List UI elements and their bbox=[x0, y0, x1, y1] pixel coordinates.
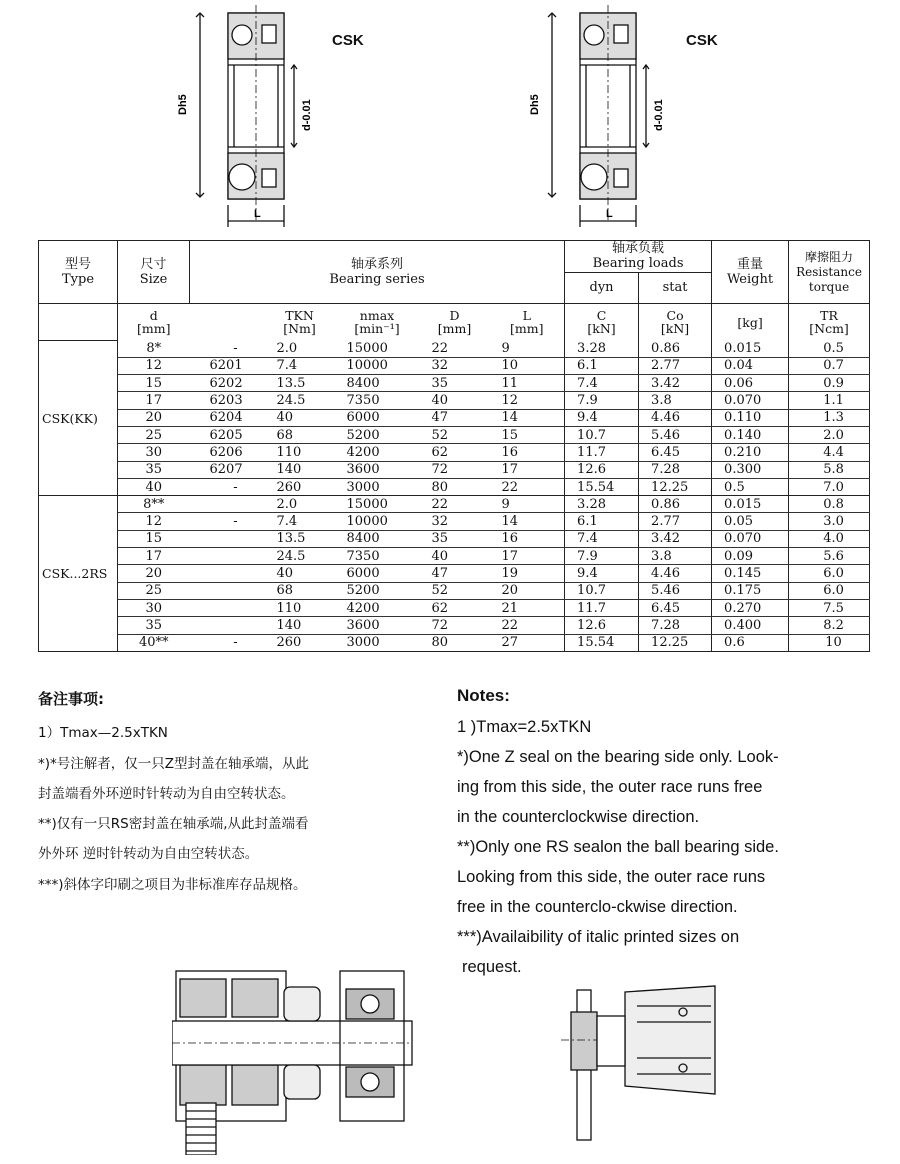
table-cell: 24.5 bbox=[265, 548, 335, 565]
table-cell: 10.7 bbox=[565, 426, 639, 443]
table-cell: 140 bbox=[265, 461, 335, 478]
table-cell: 12.25 bbox=[639, 634, 712, 651]
table-row bbox=[39, 461, 870, 478]
table-cell: 0.9 bbox=[789, 375, 870, 392]
table-cell: 7.5 bbox=[789, 599, 870, 616]
table-row bbox=[39, 582, 870, 599]
table-cell: 22 bbox=[420, 341, 490, 358]
table-cell: 72 bbox=[420, 461, 490, 478]
weight-cn: 重量 bbox=[737, 257, 764, 272]
table-cell: 7.9 bbox=[565, 548, 639, 565]
notes-en-line5: **)Only one RS sealon the ball bearing side. bbox=[457, 838, 779, 856]
dyn-header: dyn bbox=[565, 272, 639, 304]
table-cell: 6.45 bbox=[639, 444, 712, 461]
unit-Co: Co bbox=[666, 308, 684, 324]
table-cell: 140 bbox=[265, 617, 335, 634]
table-cell: 9 bbox=[490, 496, 565, 513]
table-cell: 0.5 bbox=[712, 478, 789, 495]
table-cell: 0.86 bbox=[639, 496, 712, 513]
table-cell bbox=[190, 548, 265, 565]
unit-D: D bbox=[449, 308, 460, 324]
dim-L-label-right: L bbox=[606, 208, 613, 220]
table-cell: 0.270 bbox=[712, 599, 789, 616]
table-cell: 5.8 bbox=[789, 461, 870, 478]
table-cell: 47 bbox=[420, 565, 490, 582]
table-cell: 15.54 bbox=[565, 478, 639, 495]
table-cell: 0.86 bbox=[639, 341, 712, 358]
table-cell: 17 bbox=[118, 392, 190, 409]
table-cell: 15 bbox=[118, 530, 190, 547]
loads-en: Bearing loads bbox=[592, 256, 684, 272]
table-cell: 16 bbox=[490, 444, 565, 461]
table-cell: 6.45 bbox=[639, 599, 712, 616]
flange-drawing-right bbox=[555, 982, 725, 1157]
table-cell: 20 bbox=[118, 565, 190, 582]
table-cell: 4200 bbox=[335, 599, 420, 616]
group2-rows bbox=[39, 496, 870, 652]
table-cell: 20 bbox=[118, 409, 190, 426]
notes-cn-line6: ***)斜体字印刷之项目为非标准库存品规格。 bbox=[38, 877, 307, 893]
table-cell: 3.42 bbox=[639, 530, 712, 547]
unit-weight-kg: [kg] bbox=[737, 314, 763, 330]
table-cell: 11.7 bbox=[565, 599, 639, 616]
table-cell: 72 bbox=[420, 617, 490, 634]
table-cell: 10 bbox=[789, 634, 870, 651]
notes-en-line1: 1 )Tmax=2.5xTKN bbox=[457, 718, 592, 736]
table-cell: 0.400 bbox=[712, 617, 789, 634]
table-cell: - bbox=[190, 634, 265, 651]
table-cell: 9.4 bbox=[565, 409, 639, 426]
table-cell: 0.8 bbox=[789, 496, 870, 513]
table-cell: 0.210 bbox=[712, 444, 789, 461]
notes-en-line8: ***)Availaibility of italic printed sizes on bbox=[457, 928, 740, 946]
table-cell: 40 bbox=[265, 565, 335, 582]
notes-en-line6: Looking from this side, the outer race runs bbox=[457, 868, 766, 886]
table-cell: 3.0 bbox=[789, 513, 870, 530]
notes-en-line9: request. bbox=[462, 958, 522, 976]
notes-en-line4: in the counterclockwise direction. bbox=[457, 808, 700, 826]
dim-D-label: Dh5 bbox=[177, 94, 189, 115]
table-cell: 2.77 bbox=[639, 513, 712, 530]
table-cell: 80 bbox=[420, 634, 490, 651]
table-cell bbox=[190, 617, 265, 634]
table-cell: 12.6 bbox=[565, 617, 639, 634]
table-cell: 5200 bbox=[335, 582, 420, 599]
table-cell: 0.070 bbox=[712, 530, 789, 547]
table-cell: 19 bbox=[490, 565, 565, 582]
table-cell: 0.06 bbox=[712, 375, 789, 392]
table-cell: 3600 bbox=[335, 617, 420, 634]
table-cell bbox=[190, 496, 265, 513]
table-cell: 20 bbox=[490, 582, 565, 599]
table-cell: 260 bbox=[265, 634, 335, 651]
table-cell: 12.6 bbox=[565, 461, 639, 478]
unit-L: L bbox=[522, 308, 531, 324]
table-cell: 4200 bbox=[335, 444, 420, 461]
table-cell: 62 bbox=[420, 599, 490, 616]
table-cell: 5.46 bbox=[639, 426, 712, 443]
table-cell: 7.28 bbox=[639, 461, 712, 478]
table-cell: 40 bbox=[420, 548, 490, 565]
unit-D-mm: [mm] bbox=[437, 321, 472, 337]
notes-cn-title: 备注事项: bbox=[38, 690, 104, 708]
table-cell: 0.015 bbox=[712, 341, 789, 358]
table-cell: 7.4 bbox=[565, 375, 639, 392]
table-cell: 7350 bbox=[335, 392, 420, 409]
table-cell: 6.0 bbox=[789, 565, 870, 582]
table-cell: 35 bbox=[420, 375, 490, 392]
table-cell: 6205 bbox=[190, 426, 265, 443]
unit-d: d bbox=[149, 308, 158, 324]
table-cell: 3000 bbox=[335, 478, 420, 495]
table-cell: 15 bbox=[490, 426, 565, 443]
table-cell: 16 bbox=[490, 530, 565, 547]
table-cell: 110 bbox=[265, 599, 335, 616]
table-cell: 10.7 bbox=[565, 582, 639, 599]
unit-C: C bbox=[596, 308, 607, 324]
figure-label-left: CSK bbox=[332, 32, 364, 49]
table-cell: 9.4 bbox=[565, 565, 639, 582]
table-cell: 17 bbox=[490, 548, 565, 565]
table-cell bbox=[190, 530, 265, 547]
table-row bbox=[39, 548, 870, 565]
dim-d-label: d-0.01 bbox=[301, 99, 313, 131]
table-cell: 40 bbox=[118, 478, 190, 495]
table-cell: 15000 bbox=[335, 341, 420, 358]
notes-cn-line1: 1）Tmax—2.5xTKN bbox=[38, 725, 168, 741]
type-cn: 型号 bbox=[64, 257, 91, 272]
unit-d-mm: [mm] bbox=[137, 321, 171, 337]
table-cell: 30 bbox=[118, 599, 190, 616]
table-cell: 0.5 bbox=[789, 341, 870, 358]
table-cell: 8400 bbox=[335, 375, 420, 392]
table-cell: 6206 bbox=[190, 444, 265, 461]
table-cell: 24.5 bbox=[265, 392, 335, 409]
group1-type-label: CSK(KK) bbox=[39, 341, 118, 496]
unit-TR: TR bbox=[820, 308, 838, 324]
table-cell: 8* bbox=[118, 341, 190, 358]
table-cell: 6207 bbox=[190, 461, 265, 478]
table-cell: 62 bbox=[420, 444, 490, 461]
table-row bbox=[39, 513, 870, 530]
loads-cn: 轴承负载 bbox=[612, 241, 665, 257]
table-cell: 14 bbox=[490, 513, 565, 530]
table-cell: - bbox=[190, 341, 265, 358]
table-cell: 6201 bbox=[190, 357, 265, 374]
table-cell: 32 bbox=[420, 513, 490, 530]
table-cell: 6000 bbox=[335, 565, 420, 582]
table-cell: 10000 bbox=[335, 357, 420, 374]
table-cell: 40** bbox=[118, 634, 190, 651]
bearing-drawing-left bbox=[170, 5, 350, 230]
table-cell: 40 bbox=[265, 409, 335, 426]
table-row bbox=[39, 617, 870, 634]
table-cell: 10 bbox=[490, 357, 565, 374]
table-cell: 6203 bbox=[190, 392, 265, 409]
table-cell: 0.7 bbox=[789, 357, 870, 374]
table-cell: 6000 bbox=[335, 409, 420, 426]
table-cell: 11 bbox=[490, 375, 565, 392]
table-cell: 3600 bbox=[335, 461, 420, 478]
table-cell: 68 bbox=[265, 582, 335, 599]
series-cn: 轴承系列 bbox=[351, 257, 404, 272]
type-en: Type bbox=[61, 272, 95, 287]
bearing-spec-table bbox=[38, 240, 870, 652]
table-row bbox=[39, 530, 870, 547]
torque-cn: 摩擦阻力 bbox=[805, 249, 854, 264]
table-cell: 7350 bbox=[335, 548, 420, 565]
unit-C-kn: [kN] bbox=[587, 321, 616, 337]
table-cell: 13.5 bbox=[265, 530, 335, 547]
table-cell: 3.42 bbox=[639, 375, 712, 392]
table-cell: 110 bbox=[265, 444, 335, 461]
assembly-drawing-left bbox=[172, 965, 422, 1155]
unit-tkn-nm: [Nm] bbox=[283, 321, 316, 337]
table-cell: 22 bbox=[490, 617, 565, 634]
table-cell bbox=[190, 565, 265, 582]
table-cell: - bbox=[190, 478, 265, 495]
notes-en-line7: free in the counterclo-ckwise direction. bbox=[457, 898, 738, 916]
table-cell: 0.175 bbox=[712, 582, 789, 599]
table-cell: 12.25 bbox=[639, 478, 712, 495]
table-cell: 8.2 bbox=[789, 617, 870, 634]
table-cell: 25 bbox=[118, 582, 190, 599]
table-row bbox=[39, 375, 870, 392]
table-cell: 6.1 bbox=[565, 357, 639, 374]
unit-Co-kn: [kN] bbox=[660, 321, 690, 337]
table-cell: 47 bbox=[420, 409, 490, 426]
table-cell: 2.0 bbox=[265, 341, 335, 358]
table-cell: 11.7 bbox=[565, 444, 639, 461]
series-en: Bearing series bbox=[329, 272, 425, 287]
unit-tkn: TKN bbox=[285, 308, 314, 324]
table-cell: 8400 bbox=[335, 530, 420, 547]
table-cell: 0.6 bbox=[712, 634, 789, 651]
table-cell: 0.05 bbox=[712, 513, 789, 530]
table-row bbox=[39, 426, 870, 443]
notes-cn-line4: **)仅有一只RS密封盖在轴承端,从此封盖端看 bbox=[38, 816, 309, 832]
table-cell: 0.300 bbox=[712, 461, 789, 478]
table-cell: 0.070 bbox=[712, 392, 789, 409]
table-cell: 3000 bbox=[335, 634, 420, 651]
table-cell: 9 bbox=[490, 341, 565, 358]
table-cell: 5.6 bbox=[789, 548, 870, 565]
table-cell: 35 bbox=[420, 530, 490, 547]
notes-en-line3: ing from this side, the outer race runs free bbox=[457, 778, 763, 796]
notes-en-line2: *)One Z seal on the bearing side only. Look- bbox=[457, 748, 779, 766]
table-row bbox=[39, 634, 870, 651]
notes-en-title: Notes: bbox=[457, 686, 510, 705]
dim-L-label: L bbox=[254, 208, 261, 220]
table-cell: 260 bbox=[265, 478, 335, 495]
size-en: Size bbox=[139, 272, 168, 287]
table-cell: 13.5 bbox=[265, 375, 335, 392]
table-cell: 0.09 bbox=[712, 548, 789, 565]
table-cell: 3.28 bbox=[565, 341, 639, 358]
table-cell: 32 bbox=[420, 357, 490, 374]
table-cell: 3.8 bbox=[639, 548, 712, 565]
table-cell: 7.4 bbox=[265, 357, 335, 374]
table-cell: 6204 bbox=[190, 409, 265, 426]
torque-en: Resistance bbox=[796, 264, 862, 279]
table-cell: 12 bbox=[118, 357, 190, 374]
table-cell: 27 bbox=[490, 634, 565, 651]
notes-cn-line5: 外外环 逆时针转动为自由空转状态。 bbox=[38, 846, 259, 862]
size-cn: 尺寸 bbox=[140, 257, 167, 272]
table-cell: 40 bbox=[420, 392, 490, 409]
table-row bbox=[39, 496, 870, 513]
table-cell: 0.145 bbox=[712, 565, 789, 582]
table-cell: 52 bbox=[420, 426, 490, 443]
table-cell: 35 bbox=[118, 617, 190, 634]
table-cell: 2.77 bbox=[639, 357, 712, 374]
table-cell: 6.1 bbox=[565, 513, 639, 530]
units-row bbox=[39, 304, 870, 341]
table-row bbox=[39, 357, 870, 374]
bearing-drawing-right bbox=[522, 5, 702, 230]
table-row bbox=[39, 478, 870, 495]
notes-cn-line2: *)*号注解者，仅一只Z型封盖在轴承端，从此 bbox=[38, 756, 310, 772]
table-cell: 80 bbox=[420, 478, 490, 495]
table-cell: 10000 bbox=[335, 513, 420, 530]
table-cell: 15000 bbox=[335, 496, 420, 513]
header-row-1 bbox=[39, 241, 870, 273]
group1-rows bbox=[39, 341, 870, 496]
stat-header: stat bbox=[639, 272, 712, 304]
table-cell: 25 bbox=[118, 426, 190, 443]
table-row bbox=[39, 409, 870, 426]
table-cell: 4.4 bbox=[789, 444, 870, 461]
group2-type-label: CSK...2RS bbox=[39, 496, 118, 652]
table-cell bbox=[190, 582, 265, 599]
table-cell: 2.0 bbox=[265, 496, 335, 513]
table-cell: 0.04 bbox=[712, 357, 789, 374]
table-cell: 0.110 bbox=[712, 409, 789, 426]
table-cell: 12 bbox=[118, 513, 190, 530]
unit-nmax: nmax bbox=[359, 308, 395, 324]
table-cell: 2.0 bbox=[789, 426, 870, 443]
table-cell: 12 bbox=[490, 392, 565, 409]
table-cell: 0.015 bbox=[712, 496, 789, 513]
torque-en2: torque bbox=[808, 279, 850, 294]
dim-D-label-right: Dh5 bbox=[529, 94, 541, 115]
table-cell: 6202 bbox=[190, 375, 265, 392]
notes-cn-line3: 封盖端看外环逆时针转动为自由空转状态。 bbox=[38, 786, 295, 802]
table-cell: 5200 bbox=[335, 426, 420, 443]
table-cell: 17 bbox=[118, 548, 190, 565]
table-cell: 7.28 bbox=[639, 617, 712, 634]
table-cell: 15.54 bbox=[565, 634, 639, 651]
table-cell: 6.0 bbox=[789, 582, 870, 599]
table-cell: 3.8 bbox=[639, 392, 712, 409]
table-cell: 4.46 bbox=[639, 565, 712, 582]
table-cell: 68 bbox=[265, 426, 335, 443]
table-cell: 14 bbox=[490, 409, 565, 426]
table-cell: 7.9 bbox=[565, 392, 639, 409]
table-cell: 21 bbox=[490, 599, 565, 616]
figure-label-right: CSK bbox=[686, 32, 718, 49]
table-cell: - bbox=[190, 513, 265, 530]
table-cell: 1.3 bbox=[789, 409, 870, 426]
table-cell: 22 bbox=[420, 496, 490, 513]
table-cell: 30 bbox=[118, 444, 190, 461]
table-row bbox=[39, 444, 870, 461]
table-cell: 7.4 bbox=[265, 513, 335, 530]
table-cell: 7.4 bbox=[565, 530, 639, 547]
table-cell: 1.1 bbox=[789, 392, 870, 409]
table-cell: 17 bbox=[490, 461, 565, 478]
table-cell bbox=[190, 599, 265, 616]
table-row bbox=[39, 392, 870, 409]
table-cell: 8** bbox=[118, 496, 190, 513]
table-cell: 22 bbox=[490, 478, 565, 495]
table-cell: 15 bbox=[118, 375, 190, 392]
unit-nmax-min: [min⁻¹] bbox=[354, 321, 400, 337]
unit-L-mm: [mm] bbox=[510, 321, 544, 337]
table-cell: 7.0 bbox=[789, 478, 870, 495]
table-row bbox=[39, 599, 870, 616]
table-row bbox=[39, 341, 870, 358]
table-cell: 5.46 bbox=[639, 582, 712, 599]
unit-TR-ncm: [Ncm] bbox=[809, 321, 849, 337]
table-cell: 4.0 bbox=[789, 530, 870, 547]
table-row bbox=[39, 565, 870, 582]
table-cell: 35 bbox=[118, 461, 190, 478]
table-cell: 4.46 bbox=[639, 409, 712, 426]
table-cell: 0.140 bbox=[712, 426, 789, 443]
table-cell: 3.28 bbox=[565, 496, 639, 513]
weight-en: Weight bbox=[727, 272, 774, 287]
table-cell: 52 bbox=[420, 582, 490, 599]
dim-d-label-right: d-0.01 bbox=[653, 99, 665, 131]
